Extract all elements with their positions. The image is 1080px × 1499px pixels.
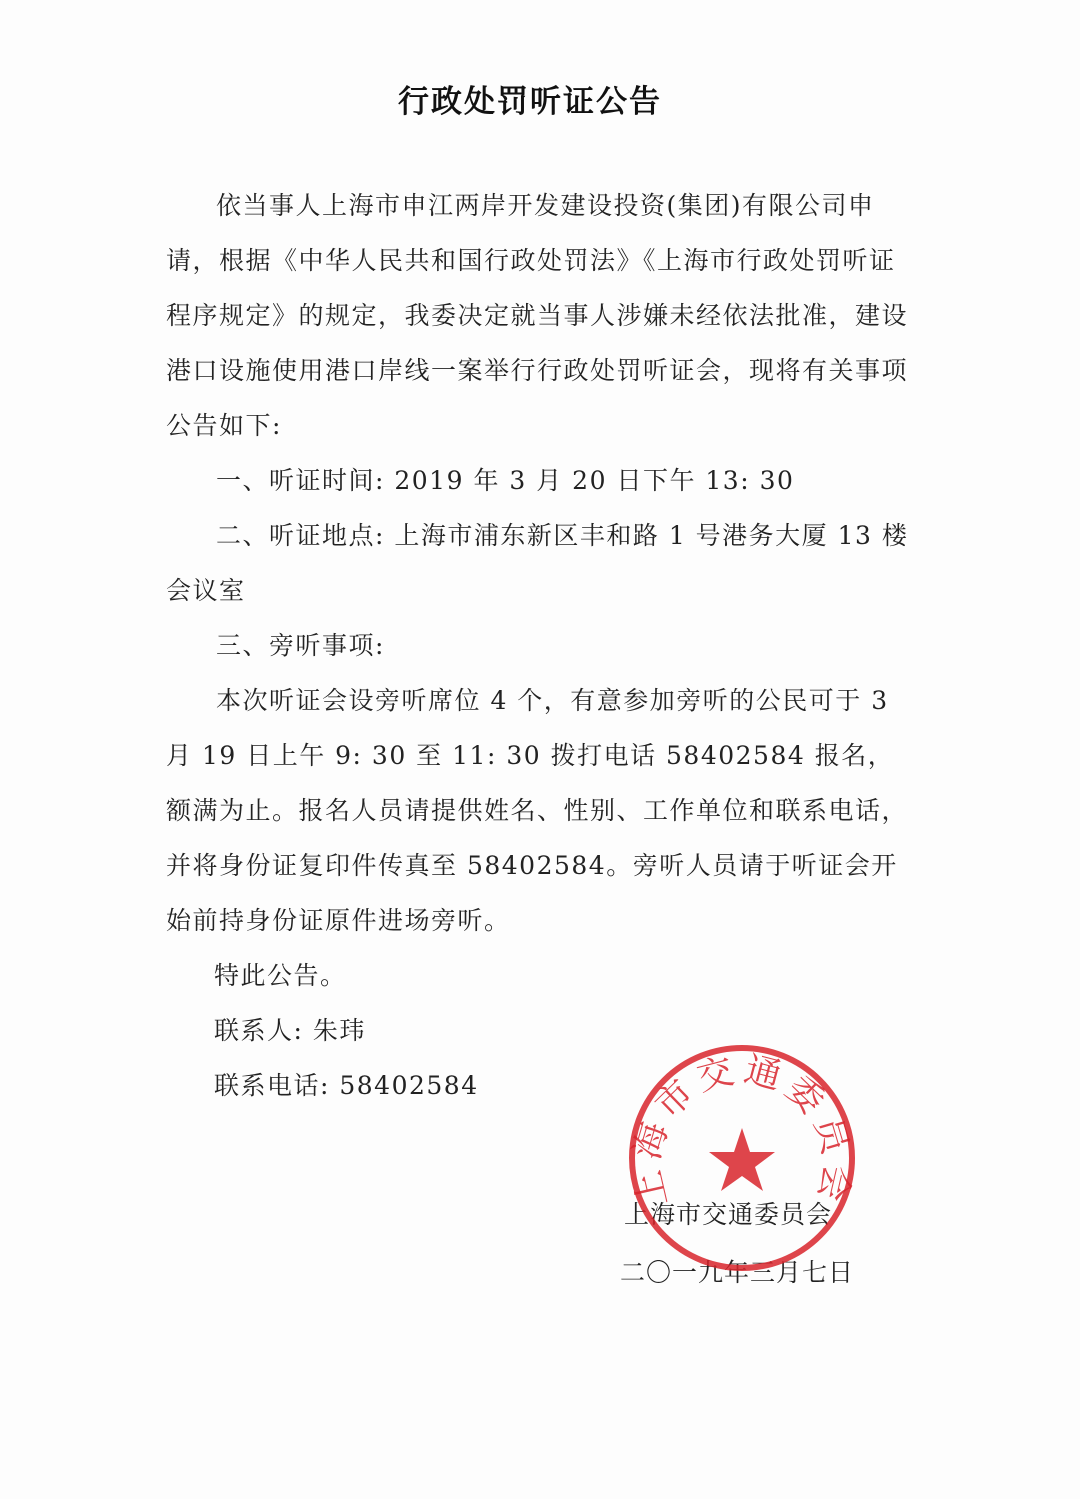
observer-detail-paragraph: 本次听证会设旁听席位 4 个，有意参加旁听的公民可于 3 月 19 日上午 9: 30 至 11: 30 拨打电话 58402584 报名，额满为止。报名人员请提供姓名、性别、工作单位和联系电话，并将身份证复印件传真至 58402584。旁听人员请于听证会开始前持身份证原件进场旁听。 (166, 686, 909, 935)
document-title: 行政处罚听证公告 (398, 84, 662, 120)
signature-date: 二〇一九年三月七日 (620, 1258, 855, 1287)
svg-text:上海市交通委员会: 上海市交通委员会 (626, 1049, 858, 1211)
signature-organization: 上海市交通委员会 (624, 1200, 833, 1229)
document-body (166, 178, 916, 1113)
contact-phone: 联系电话: 58402584 (214, 1071, 479, 1100)
contact-person: 联系人: 朱玮 (214, 1016, 366, 1045)
hearing-time-item: 一、听证时间: 2019 年 3 月 20 日下午 13: 30 (216, 466, 795, 495)
closing-statement: 特此公告。 (214, 961, 347, 990)
intro-paragraph: 依当事人上海市申江两岸开发建设投资(集团)有限公司申请，根据《中华人民共和国行政处罚法》《上海市行政处罚听证程序规定》的规定，我委决定就当事人涉嫌未经依法批准，建设港口设施使用港口岸线一案举行行政处罚听证会，现将有关事项公告如下: (166, 191, 909, 440)
signature-block (620, 1186, 880, 1302)
observer-heading-item: 三、旁听事项: (216, 631, 385, 660)
hearing-location-item: 二、听证地点: 上海市浦东新区丰和路 1 号港务大厦 13 楼会议室 (166, 521, 909, 605)
